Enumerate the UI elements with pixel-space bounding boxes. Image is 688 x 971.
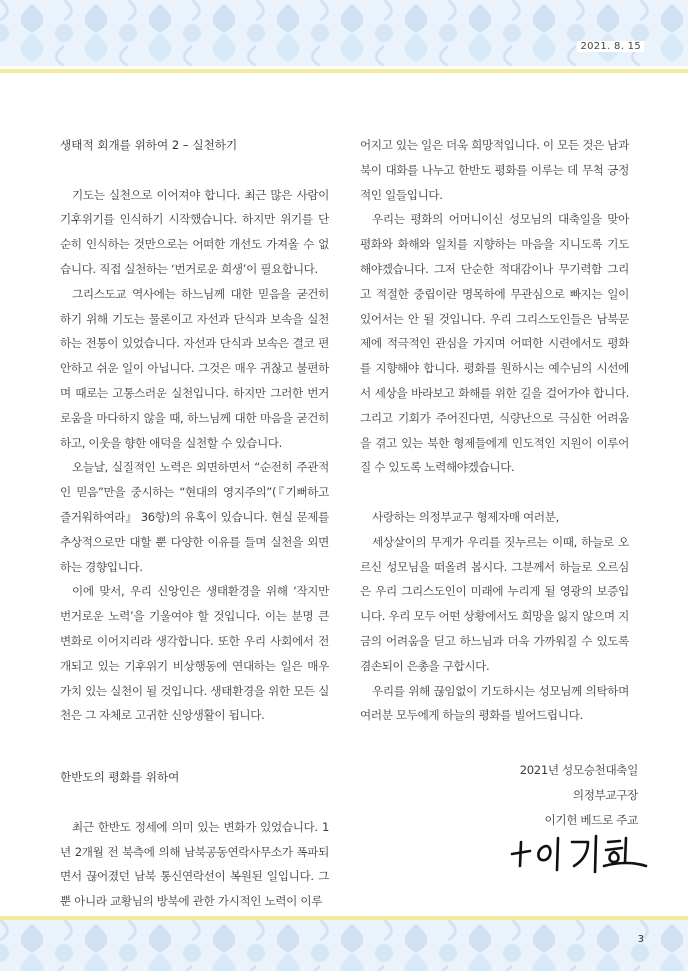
right-column (360, 133, 629, 728)
closing-paragraph-1: 세상살이의 무게가 우리를 짓누르는 이때, 하늘로 오르신 성모님을 떠올려 봅시다. 그분께서 하늘로 오르심은 우리 그리스도인이 미래에 누리게 될 영광의 보증입니다. 우리 모두 어떤 상황에서도 희망을 잃지 않으며 지금의 어려움을 딛고 하느님과 더욱 가까워질 수 있도록 겸손되이 은총을 구합시다. (360, 534, 629, 673)
signature-name: 이기헌 베드로 주교 (544, 812, 638, 827)
damask-pattern-bottom (0, 920, 688, 971)
section-title-peace: 한반도의 평화를 위하여 (60, 770, 180, 785)
bottom-ornament-band (0, 920, 688, 971)
peace-paragraph-2: 우리는 평화의 어머니이신 성모님의 대축일을 맞아 평화와 화해와 일치를 지향하는 마음을 지니도록 기도해야겠습니다. 그저 단순한 적대감이나 무기력함 그리고 적절한 중립이란 명목하에 무관심으로 빠지는 일이 있어서는 안 될 것입니다. 우리 그리스도인들은 남북문제에 적극적인 관심을 가지며 어떠한 시련에서도 평화를 지향해야 합니다. 평화를 원하시는 예수님의 시선에서 세상을 바라보고 화해를 위한 길을 걸어가야 합니다. 그리고 기회가 주어진다면, 식량난으로 극심한 어려움을 겪고 있는 북한 형제들에게 인도적인 지원이 이루어질 수 있도록 노력해야겠습니다. (360, 212, 629, 475)
closing-greeting: 사랑하는 의정부교구 형제자매 여러분, (372, 509, 559, 524)
peace-paragraph-1-continued: 어지고 있는 일은 더욱 희망적입니다. 이 모든 것은 남과 북이 대화를 나누고 한반도 평화를 이루는 데 무척 긍정적인 일들입니다. (360, 138, 629, 202)
signature-office: 의정부교구장 (572, 787, 638, 802)
ecology-paragraph-2: 그리스도교 역사에는 하느님께 대한 믿음을 굳건히 하기 위해 기도는 물론이고 자선과 단식과 보속을 실천하는 전통이 있었습니다. 자선과 단식과 보속은 결코 편안하고 쉬운 일이 아닙니다. 그것은 매우 귀찮고 불편하며 때로는 고통스러운 실천입니다. 하지만 그러한 번거로움을 마다하지 않을 때, 하느님께 대한 마음을 굳건히 하고, 이웃을 향한 애덕을 실천할 수 있습니다. (60, 286, 329, 450)
peace-paragraph-1-start: 최근 한반도 정세에 의미 있는 변화가 있었습니다. 1년 2개월 전 북측에 의해 남북공동연락사무소가 폭파되면서 끊어졌던 남북 통신연락선이 복원된 일입니다. 그뿐 아니라 교황님의 방북에 관한 가시적인 노력이 이루 (60, 819, 329, 909)
handwritten-signature (508, 832, 648, 874)
ecology-paragraph-1: 기도는 실천으로 이어져야 합니다. 최근 많은 사람이 기후위기를 인식하기 시작했습니다. 하지만 위기를 단순히 인식하는 것만으로는 어떠한 개선도 가져올 수 없습니다. 직접 실천하는 ‘번거로운 희생’이 필요합니다. (60, 187, 329, 276)
ecology-paragraph-4: 이에 맞서, 우리 신앙인은 생태환경을 위해 ‘작지만 번거로운 노력’을 기울여야 할 것입니다. 이는 분명 큰 변화로 이어지리라 생각합니다. 또한 우리 사회에서 전개되고 있는 기후위기 비상행동에 연대하는 일은 매우 가치 있는 실천이 될 것입니다. 생태환경을 위한 모든 실천은 그 자체로 고귀한 신앙생활이 됩니다. (60, 584, 329, 723)
signature-block (520, 758, 638, 832)
signature-occasion: 2021년 성모승천대축일 (519, 763, 638, 777)
section-title-ecology: 생태적 회개를 위하여 2 – 실천하기 (60, 138, 238, 152)
closing-paragraph-2: 우리를 위해 끊임없이 기도하시는 성모님께 의탁하며 여러분 모두에게 하늘의 평화를 빌어드립니다. (360, 683, 629, 723)
issue-date: 2021. 8. 15 (577, 41, 644, 52)
ecology-paragraph-3: 오늘날, 실질적인 노력은 외면하면서 “순전히 주관적인 믿음”만을 중시하는 “현대의 영지주의”(『기뻐하고 즐거워하여라』 36항)의 유혹이 있습니다. 현실 문제를 추상적으로만 대할 뿐 다양한 이유를 들며 실천을 외면하는 경향입니다. (60, 460, 329, 574)
damask-pattern-top (0, 0, 688, 66)
top-yellow-rule (0, 69, 688, 73)
page-number: 3 (637, 934, 644, 945)
left-column (60, 133, 329, 914)
top-ornament-band (0, 0, 688, 66)
